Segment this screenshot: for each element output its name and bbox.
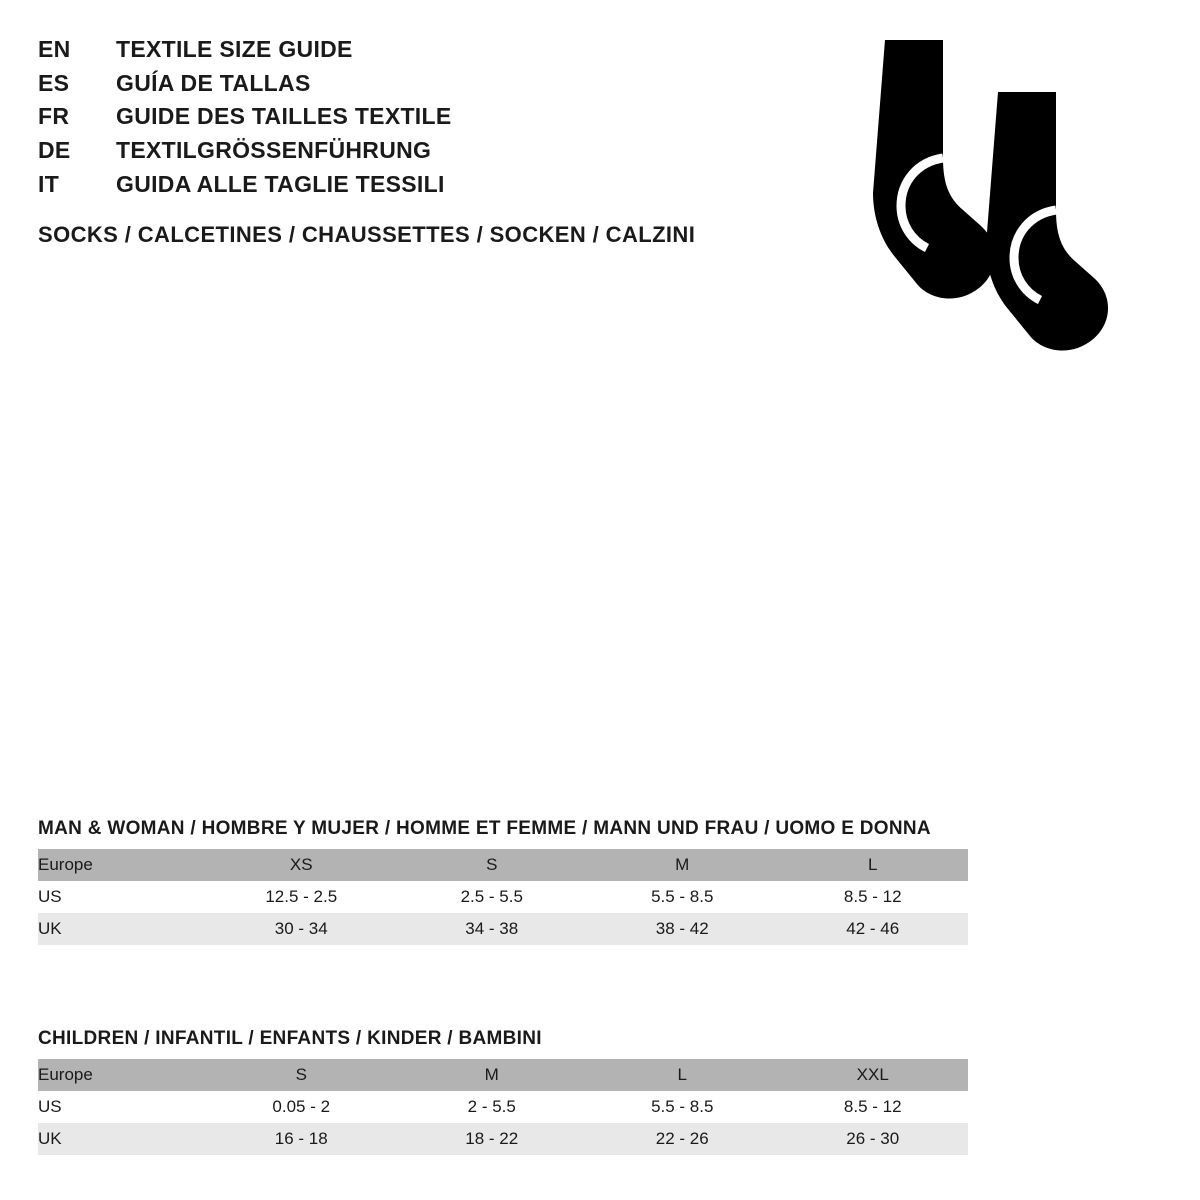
- table-cell: 26 - 30: [778, 1123, 969, 1155]
- language-code: ES: [38, 69, 70, 96]
- product-category-title: SOCKS / CALCETINES / CHAUSSETTES / SOCKEN / CALZINI: [38, 222, 696, 247]
- table-cell: XXL: [778, 1059, 969, 1091]
- table-cell: 12.5 - 2.5: [206, 881, 397, 913]
- table-row: [38, 1123, 968, 1155]
- language-row: [38, 135, 758, 167]
- table-cell: S: [206, 1059, 397, 1091]
- language-text: GUÍA DE TALLAS: [116, 69, 311, 96]
- children-size-table: [38, 1059, 968, 1155]
- language-list: [38, 34, 758, 203]
- table-cell: L: [778, 849, 969, 881]
- children-size-section: [38, 1028, 968, 1155]
- table-cell: 0.05 - 2: [206, 1091, 397, 1123]
- row-label: US: [38, 1091, 206, 1123]
- row-label: UK: [38, 913, 206, 945]
- table-cell: 2 - 5.5: [397, 1091, 588, 1123]
- table-cell: 18 - 22: [397, 1123, 588, 1155]
- children-section-title: CHILDREN / INFANTIL / ENFANTS / KINDER / BAMBINI: [38, 1028, 542, 1049]
- language-code: FR: [38, 103, 70, 130]
- language-code: DE: [38, 137, 71, 164]
- row-label: US: [38, 881, 206, 913]
- table-cell: 8.5 - 12: [778, 1091, 969, 1123]
- table-cell: 5.5 - 8.5: [587, 881, 778, 913]
- table-cell: 34 - 38: [397, 913, 588, 945]
- row-label: UK: [38, 1123, 206, 1155]
- table-cell: 16 - 18: [206, 1123, 397, 1155]
- language-row: [38, 101, 758, 133]
- language-code: EN: [38, 36, 71, 62]
- table-cell: 22 - 26: [587, 1123, 778, 1155]
- table-row: [38, 1091, 968, 1123]
- row-label: Europe: [38, 1059, 206, 1091]
- language-text: TEXTILE SIZE GUIDE: [116, 36, 353, 62]
- table-row: [38, 913, 968, 945]
- table-cell: XS: [206, 849, 397, 881]
- table-cell: 2.5 - 5.5: [397, 881, 588, 913]
- language-text: TEXTILGRÖSSENFÜHRUNG: [116, 137, 432, 164]
- adults-size-section: [38, 818, 968, 945]
- table-cell: S: [397, 849, 588, 881]
- table-row: [38, 881, 968, 913]
- language-row: [38, 34, 758, 66]
- adults-size-table: [38, 849, 968, 945]
- language-text: GUIDA ALLE TAGLIE TESSILI: [116, 170, 445, 197]
- language-row: [38, 68, 758, 100]
- table-row: [38, 849, 968, 881]
- table-cell: 5.5 - 8.5: [587, 1091, 778, 1123]
- table-cell: M: [587, 849, 778, 881]
- language-row: [38, 169, 758, 201]
- adults-section-title: MAN & WOMAN / HOMBRE Y MUJER / HOMME ET FEMME / MANN UND FRAU / UOMO E DONNA: [38, 818, 931, 839]
- language-text: GUIDE DES TAILLES TEXTILE: [116, 103, 452, 130]
- table-cell: 30 - 34: [206, 913, 397, 945]
- table-cell: L: [587, 1059, 778, 1091]
- socks-icon: [800, 30, 1130, 360]
- table-row: [38, 1059, 968, 1091]
- table-cell: 8.5 - 12: [778, 881, 969, 913]
- table-cell: M: [397, 1059, 588, 1091]
- row-label: Europe: [38, 849, 206, 881]
- language-code: IT: [38, 170, 60, 197]
- table-cell: 38 - 42: [587, 913, 778, 945]
- table-cell: 42 - 46: [778, 913, 969, 945]
